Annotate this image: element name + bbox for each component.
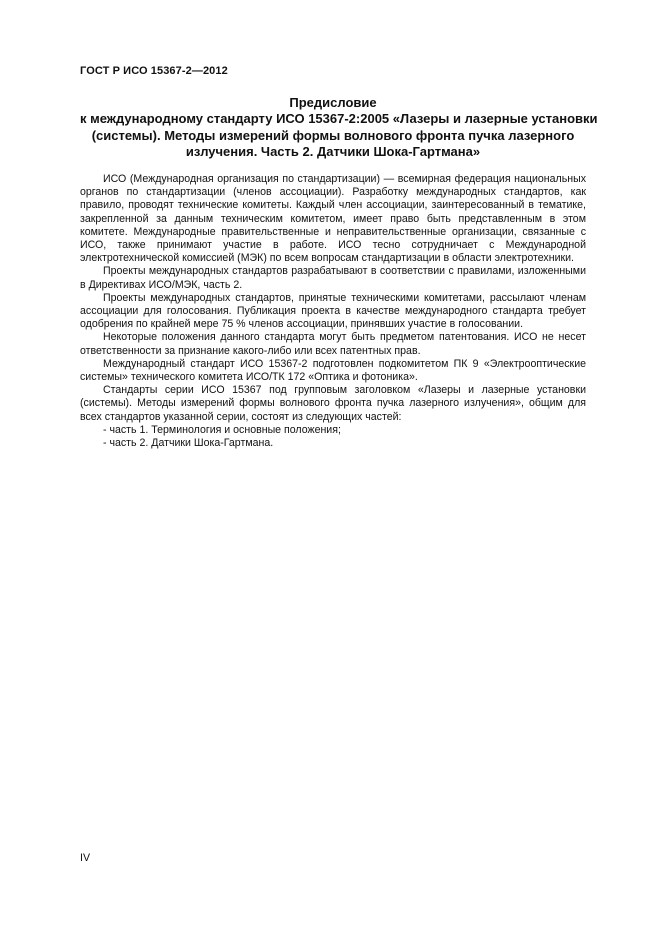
title-line-4: излучения. Часть 2. Датчики Шока-Гартмана» — [185, 144, 481, 160]
title-line-3: (системы). Методы измерений формы волнового фронта пучка лазерного — [91, 127, 575, 143]
page-number: IV — [80, 852, 91, 864]
list-item-part-2: - часть 2. Датчики Шока-Гартмана. — [103, 437, 274, 450]
paragraph-drafting-rules: Проекты международных стандартов разрабатывают в соответствии с правилами, изложенными в Директивах ИСО/МЭК, часть 2. — [80, 265, 586, 291]
paragraph-prepared-by: Международный стандарт ИСО 15367-2 подготовлен подкомитетом ПК 9 «Электрооптические системы» технического комитета ИСО/ТК 172 «Оптика и фотоника». — [80, 357, 586, 384]
preface-title — [80, 95, 598, 161]
list-item-part-1: - часть 1. Терминология и основные положения; — [103, 423, 341, 436]
paragraph-series-parts: Стандарты серии ИСО 15367 под групповым заголовком «Лазеры и лазерные установки (системы). Методы измерений формы волнового фронта пучка лазерного излучения», общим для всех стандартов указанной серии, состоят из следующих частей: — [80, 384, 586, 423]
preface-body — [80, 173, 586, 450]
title-line-2: к международному стандарту ИСО 15367-2:2005 «Лазеры и лазерные установки — [80, 111, 598, 127]
paragraph-iso-intro: ИСО (Международная организация по стандартизации) — всемирная федерация национальных органов по стандартизации (членов ассоциации). Разработку международных стандартов, как правило, проводят технические комитеты. Каждый член ассоциации, заинтересованный в тематике, закрепленной за данным техническим комитетом, имеет право быть представленным в этом комитете. Международные правительственные и неправительственные организации, связанные с ИСО, также принимают участие в работе. ИСО тесно сотрудничает с Международной электротехнической комиссией (МЭК) по всем вопросам стандартизации в области электротехники. — [80, 173, 586, 265]
paragraph-voting: Проекты международных стандартов, принятые техническими комитетами, рассылают членам ассоциации для голосования. Публикация проекта в качестве международного стандарта требует одобрения по крайней мере 75 % членов ассоциации, принявших участие в голосовании. — [80, 291, 586, 331]
document-code-header: ГОСТ Р ИСО 15367-2—2012 — [80, 65, 228, 77]
title-line-1: Предисловие — [289, 95, 377, 110]
paragraph-patents: Некоторые положения данного стандарта могут быть предметом патентования. ИСО не несет ответственности за признание какого-либо или всех патентных прав. — [80, 331, 586, 357]
